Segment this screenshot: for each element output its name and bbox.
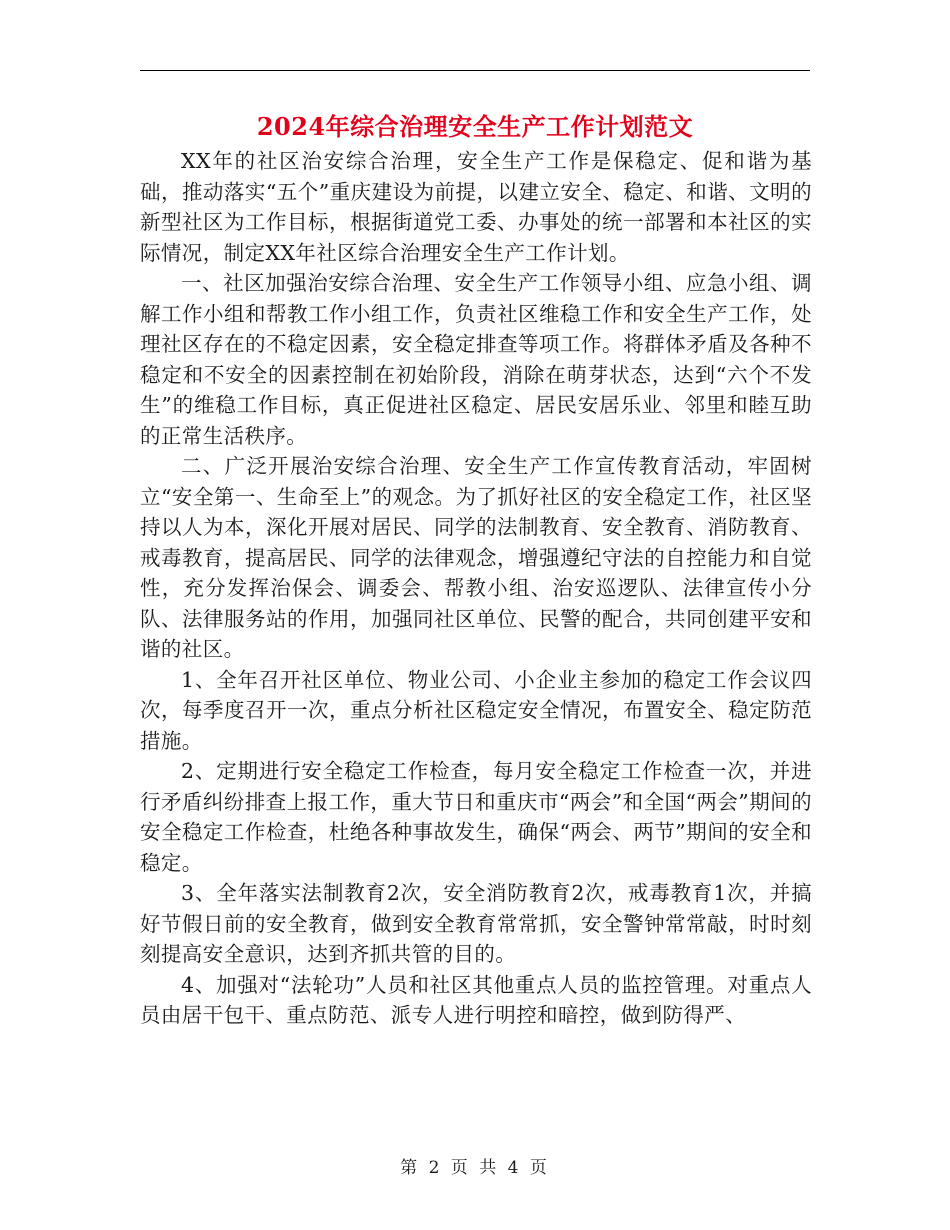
header-rule — [140, 70, 810, 71]
paragraph-section-1: 一、社区加强治安综合治理、安全生产工作领导小组、应急小组、调解工作小组和帮教工作小组工作，负责社区维稳工作和安全生产工作，处理社区存在的不稳定因素，安全稳定排查等项工作。将群体矛盾及各种不稳定和不安全的因素控制在初始阶段，消除在萌芽状态，达到“六个不发生”的维稳工作目标，真正促进社区稳定、居民安居乐业、邻里和睦互助的正常生活秩序。 — [140, 271, 812, 448]
page-indicator: 第 2 页 共 4 页 — [400, 1158, 550, 1178]
document-title: 2024年综合治理安全生产工作计划范文 — [256, 112, 694, 141]
paragraph-intro: XX年的社区治安综合治理，安全生产工作是保稳定、促和谐为基础，推动落实“五个”重庆建设为前提，以建立安全、稳定、和谐、文明的新型社区为工作目标，根据街道党工委、办事处的统一部署和本社区的实际情况，制定XX年社区综合治理安全生产工作计划。 — [140, 149, 812, 265]
paragraph-item-3: 3、全年落实法制教育2次，安全消防教育2次，戒毒教育1次，并搞好节假日前的安全教育，做到安全教育常常抓，安全警钟常常敲，时时刻刻提高安全意识，达到齐抓共管的目的。 — [140, 881, 812, 966]
paragraph-item-1: 1、全年召开社区单位、物业公司、小企业主参加的稳定工作会议四次，每季度召开一次，重点分析社区稳定安全情况，布置安全、稳定防范措施。 — [140, 667, 812, 753]
paragraph-item-2: 2、定期进行安全稳定工作检查，每月安全稳定工作检查一次，并进行矛盾纠纷排查上报工作，重大节日和重庆市“两会”和全国“两会”期间的安全稳定工作检查，杜绝各种事故发生，确保“两会、两节”期间的安全和稳定。 — [140, 759, 812, 875]
paragraph-section-2: 二、广泛开展治安综合治理、安全生产工作宣传教育活动，牢固树立“安全第一、生命至上”的观念。为了抓好社区的安全稳定工作，社区坚持以人为本，深化开展对居民、同学的法制教育、安全教育、消防教育、戒毒教育，提高居民、同学的法律观念，增强遵纪守法的自控能力和自觉性，充分发挥治保会、调委会、帮教小组、治安巡逻队、法律宣传小分队、法律服务站的作用，加强同社区单位、民警的配合，共同创建平安和谐的社区。 — [140, 454, 812, 661]
document-body — [140, 146, 812, 1031]
paragraph-item-4: 4、加强对“法轮功”人员和社区其他重点人员的监控管理。对重点人员由居干包干、重点防范、派专人进行明控和暗控，做到防得严、 — [140, 972, 812, 1027]
